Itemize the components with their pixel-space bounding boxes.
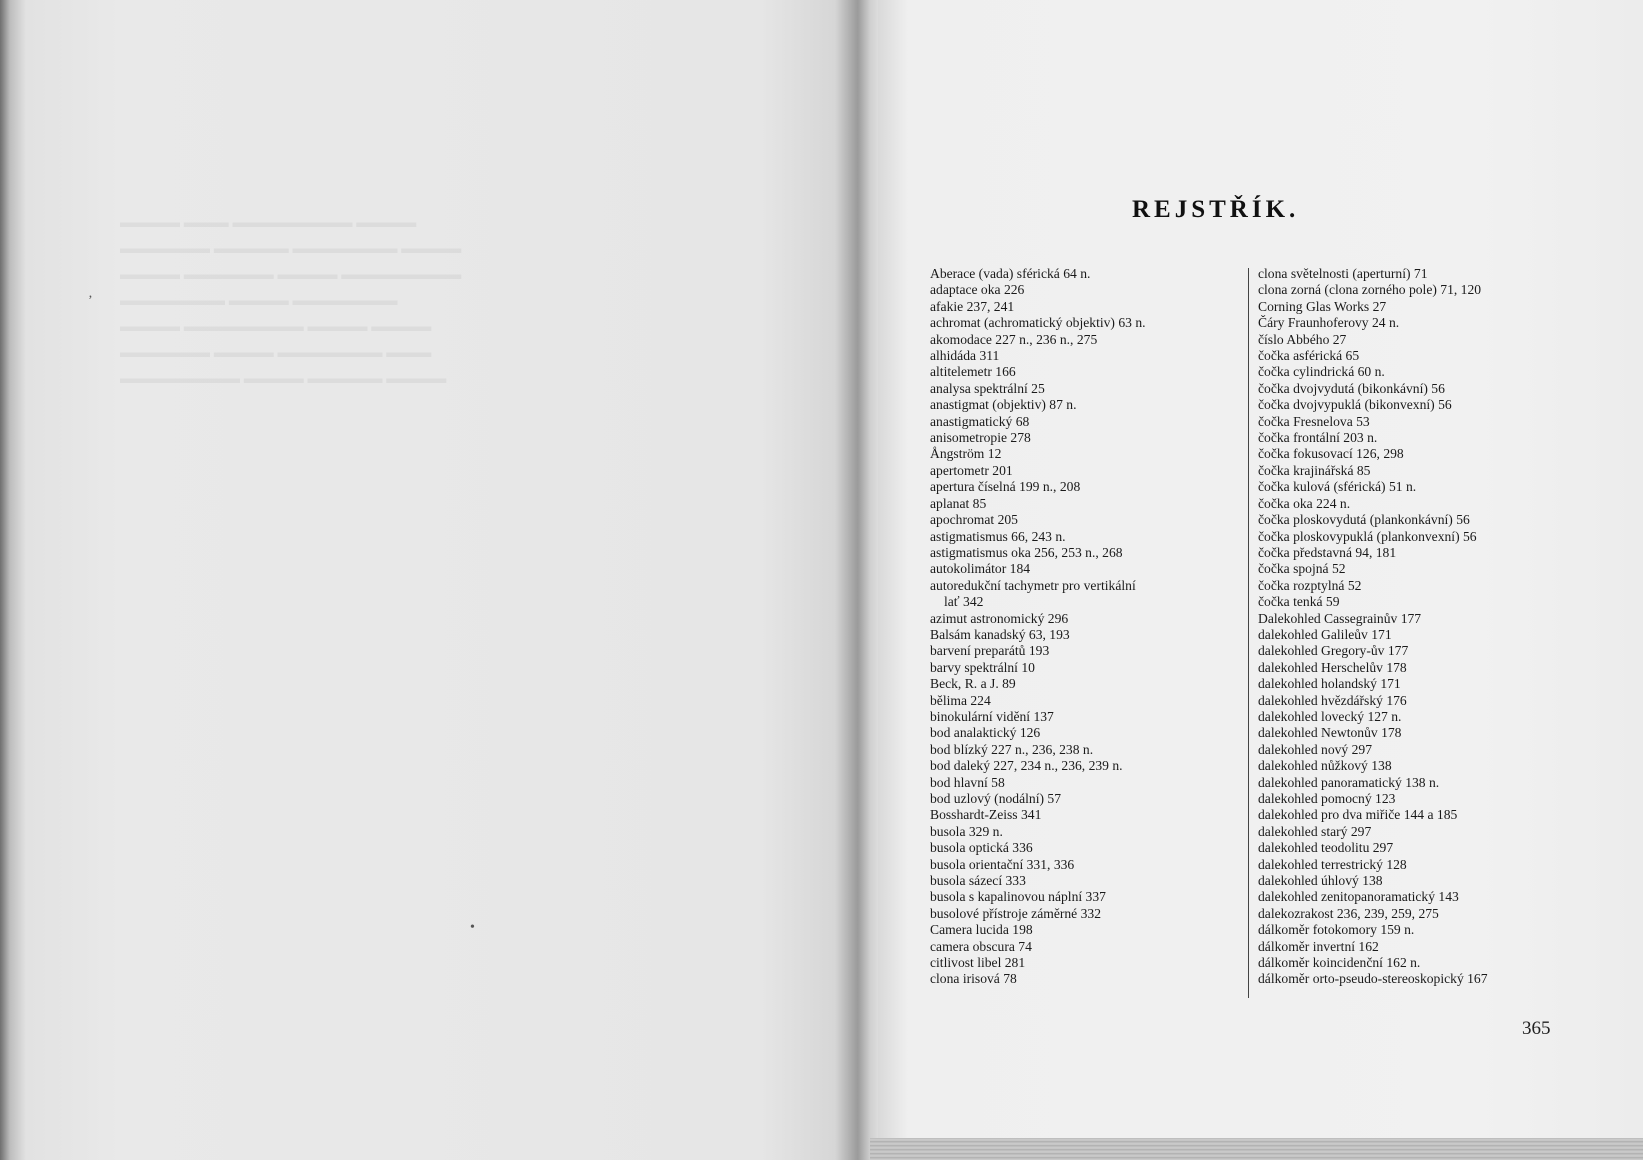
index-column-right — [1258, 266, 1578, 988]
index-entry: čočka spojná 52 — [1258, 561, 1346, 577]
index-entry: dalekohled lovecký 127 n. — [1258, 708, 1402, 724]
page-edges — [870, 1138, 1643, 1160]
index-entry: bělima 224 — [930, 692, 991, 708]
index-entry: busola sázecí 333 — [930, 873, 1026, 889]
index-entry: čočka tenká 59 — [1258, 594, 1340, 610]
show-through-text: ▬▬▬▬ ▬▬▬ ▬▬▬▬▬▬▬▬ ▬▬▬▬ ▬▬▬▬▬▬ ▬▬▬▬▬ ▬▬▬▬▬▬▬ ▬▬▬▬ ▬▬▬▬ ▬▬▬▬▬▬ ▬▬▬▬ ▬▬▬▬▬▬▬▬ ▬▬▬▬▬▬▬ ▬▬▬▬ ▬▬▬▬▬▬▬ ▬▬▬▬ ▬▬▬▬▬▬▬▬ ▬▬▬▬ ▬▬▬▬ ▬▬▬▬▬▬ ▬▬▬▬ ▬▬▬▬▬▬▬ ▬▬▬ ▬▬▬▬▬▬▬▬ ▬▬▬▬ ▬▬▬▬▬ ▬▬▬▬ — [120, 215, 462, 387]
index-entry: Corning Glas Works 27 — [1258, 298, 1387, 314]
index-entry: Ångström 12 — [930, 446, 1002, 462]
index-entry: dalekohled nový 297 — [1258, 741, 1373, 757]
index-entry: busola orientační 331, 336 — [930, 856, 1075, 872]
index-entry: binokulární vidění 137 — [930, 708, 1054, 724]
index-entry: dalekohled teodolitu 297 — [1258, 840, 1394, 856]
index-entry: barvení preparátů 193 — [930, 643, 1050, 659]
index-entry: čočka dvojvydutá (bikonkávní) 56 — [1258, 380, 1445, 396]
index-entry: čočka oka 224 n. — [1258, 495, 1351, 511]
index-entry: adaptace oka 226 — [930, 282, 1025, 298]
index-entry: dalekohled nůžkový 138 — [1258, 758, 1392, 774]
index-entry: Camera lucida 198 — [930, 922, 1033, 938]
index-entry: čočka frontální 203 n. — [1258, 430, 1378, 446]
index-entry: apochromat 205 — [930, 512, 1018, 528]
index-entry: Dalekohled Cassegrainův 177 — [1258, 610, 1422, 626]
index-entry: clona irisová 78 — [930, 971, 1017, 987]
index-entry: anastigmatický 68 — [930, 413, 1030, 429]
index-entry: altitelemetr 166 — [930, 364, 1016, 380]
index-entry: akomodace 227 n., 236 n., 275 — [930, 331, 1098, 347]
index-column-left — [930, 266, 1242, 988]
index-entry: busola 329 n. — [930, 823, 1003, 839]
index-entry: astigmatismus 66, 243 n. — [930, 528, 1066, 544]
index-entry: clona světelnosti (aperturní) 71 — [1258, 266, 1428, 281]
index-entry: dalekohled zenitopanoramatický 143 — [1258, 889, 1459, 905]
index-entry: dalekohled Gregory-ův 177 — [1258, 643, 1409, 659]
index-entry: analysa spektrální 25 — [930, 380, 1045, 396]
index-entry: čočka ploskovydutá (plankonkávní) 56 — [1258, 512, 1470, 528]
index-entry: dalekohled Herschelův 178 — [1258, 659, 1407, 675]
index-entry: aplanat 85 — [930, 495, 987, 511]
index-entry: čočka dvojvypuklá (bikonvexní) 56 — [1258, 397, 1452, 413]
index-entry: dálkoměr orto-pseudo-stereoskopický 167 — [1258, 971, 1488, 987]
index-entry: azimut astronomický 296 — [930, 610, 1069, 626]
index-entry: Balsám kanadský 63, 193 — [930, 626, 1070, 642]
index-entry: čočka rozptylná 52 — [1258, 577, 1362, 593]
index-entry: afakie 237, 241 — [930, 298, 1015, 314]
index-entry: čočka představná 94, 181 — [1258, 544, 1397, 560]
index-entry: Aberace (vada) sférická 64 n. — [930, 266, 1091, 281]
index-entry: citlivost libel 281 — [930, 955, 1026, 971]
index-entry: busola s kapalinovou náplní 337 — [930, 889, 1106, 905]
index-entry: Čáry Fraunhoferovy 24 n. — [1258, 315, 1400, 331]
index-entry: čočka cylindrická 60 n. — [1258, 364, 1385, 380]
index-entry: dalekohled pomocný 123 — [1258, 791, 1396, 806]
index-entry: Beck, R. a J. 89 — [930, 676, 1016, 692]
index-entry: bod blízký 227 n., 236, 238 n. — [930, 741, 1094, 757]
index-entry: dalekozrakost 236, 239, 259, 275 — [1258, 905, 1439, 921]
index-entry: busola optická 336 — [930, 840, 1033, 856]
index-entry: dalekohled starý 297 — [1258, 823, 1372, 839]
dot-mark: • — [470, 920, 475, 935]
index-entry: čočka krajinářská 85 — [1258, 462, 1371, 478]
index-entry: autoredukční tachymetr pro vertikální — [930, 577, 1136, 593]
index-entry: bod analaktický 126 — [930, 725, 1041, 741]
index-title: REJSTŘÍK. — [1132, 196, 1300, 223]
index-entry: dalekohled Galileův 171 — [1258, 626, 1392, 642]
index-entry: dalekohled Newtonův 178 — [1258, 725, 1402, 741]
index-entry: alhidáda 311 — [930, 348, 1000, 364]
index-entry: autokolimátor 184 — [930, 561, 1031, 577]
index-entry: čočka kulová (sférická) 51 n. — [1258, 479, 1417, 495]
index-entry: camera obscura 74 — [930, 938, 1032, 954]
index-entry: dálkoměr fotokomory 159 n. — [1258, 922, 1415, 938]
index-entry: anisometropie 278 — [930, 430, 1031, 446]
index-entry: dálkoměr invertní 162 — [1258, 938, 1379, 954]
index-entry: čočka Fresnelova 53 — [1258, 413, 1370, 429]
index-entry: dalekohled pro dva miřiče 144 a 185 — [1258, 807, 1458, 823]
index-entry: astigmatismus oka 256, 253 n., 268 — [930, 544, 1123, 560]
index-entry: dalekohled panoramatický 138 n. — [1258, 774, 1440, 790]
index-entry: anastigmat (objektiv) 87 n. — [930, 397, 1077, 413]
column-divider — [1248, 268, 1249, 998]
index-entry: čočka fokusovací 126, 298 — [1258, 446, 1404, 462]
index-entry: dalekohled terrestrický 128 — [1258, 856, 1407, 872]
index-entry: apertometr 201 — [930, 462, 1013, 478]
index-entry: dalekohled hvězdářský 176 — [1258, 692, 1407, 708]
index-entry: Bosshardt-Zeiss 341 — [930, 807, 1042, 823]
index-entry: bod uzlový (nodální) 57 — [930, 791, 1062, 806]
specks-mark: ‚ — [88, 286, 93, 301]
index-entry: čočka asférická 65 — [1258, 348, 1360, 364]
index-entry: busolové přístroje záměrné 332 — [930, 905, 1102, 921]
index-entry: bod daleký 227, 234 n., 236, 239 n. — [930, 758, 1123, 774]
index-entry: clona zorná (clona zorného pole) 71, 120 — [1258, 282, 1482, 298]
index-entry: číslo Abbého 27 — [1258, 331, 1347, 347]
index-entry: dalekohled holandský 171 — [1258, 676, 1401, 692]
index-entry: achromat (achromatický objektiv) 63 n. — [930, 315, 1146, 331]
page-number: 365 — [1522, 1018, 1551, 1039]
index-entry: apertura číselná 199 n., 208 — [930, 479, 1081, 495]
index-entry: čočka ploskovypuklá (plankonvexní) 56 — [1258, 528, 1477, 544]
index-entry: bod hlavní 58 — [930, 774, 1005, 790]
index-entry: lať 342 — [944, 594, 984, 610]
index-entry: dálkoměr koincidenční 162 n. — [1258, 955, 1421, 971]
index-entry: barvy spektrální 10 — [930, 659, 1035, 675]
index-entry: dalekohled úhlový 138 — [1258, 873, 1383, 889]
